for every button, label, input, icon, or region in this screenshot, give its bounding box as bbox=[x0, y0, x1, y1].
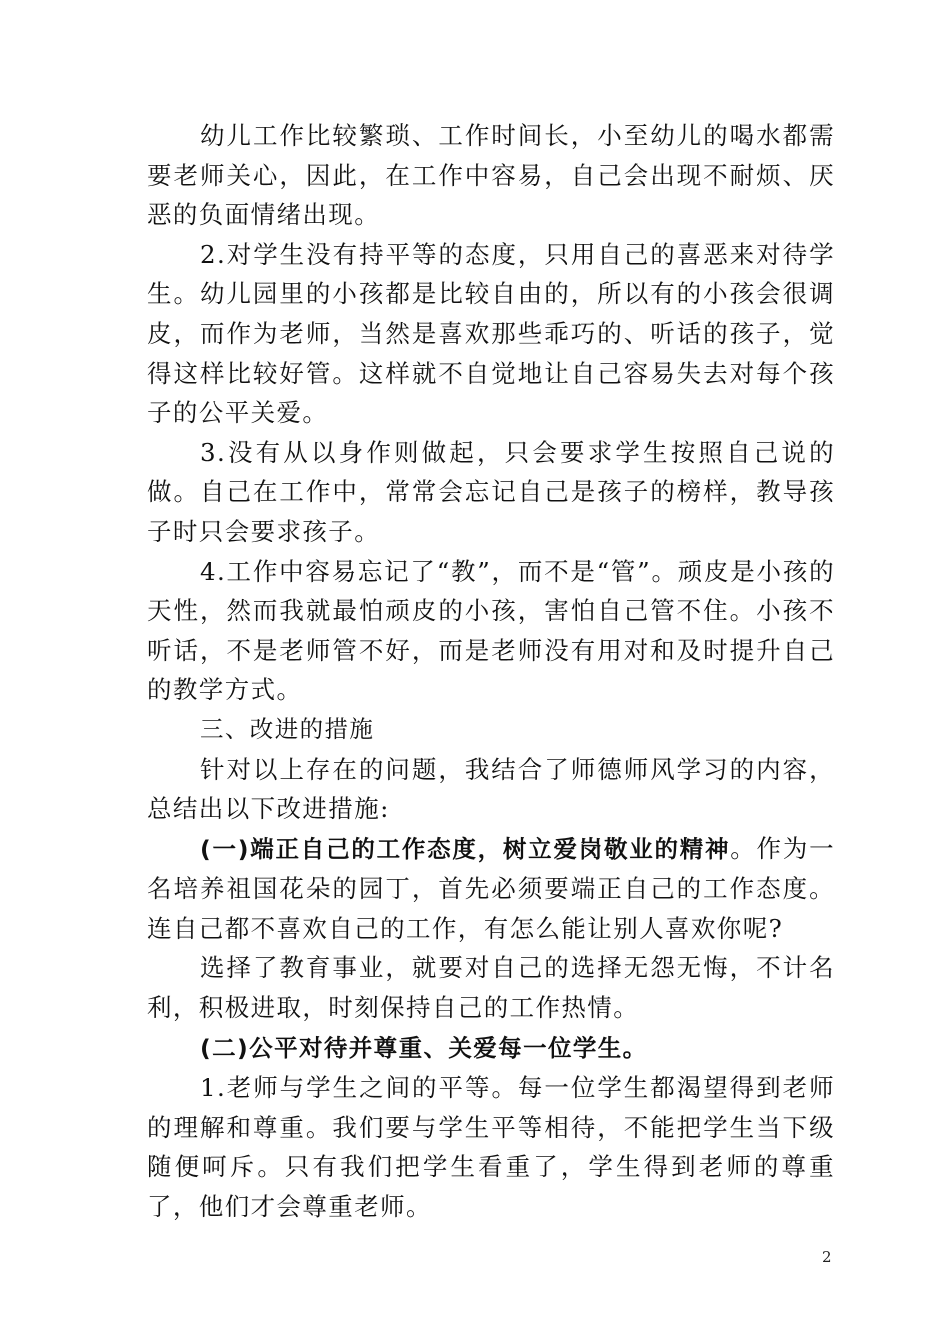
paragraph-1: 幼儿工作比较繁琐、工作时间长，小至幼儿的喝水都需要老师关心，因此，在工作中容易，自己会出现不耐烦、厌恶的负面情绪出现。 bbox=[147, 121, 835, 230]
section-heading: 三、改进的措施 bbox=[200, 714, 375, 743]
subheading-2: (二)公平对待并尊重、关爱每一位学生。 bbox=[200, 1033, 648, 1062]
paragraph-5: 针对以上存在的问题，我结合了师德师风学习的内容，总结出以下改进措施: bbox=[147, 754, 835, 824]
paragraph-6 bbox=[147, 829, 835, 949]
paragraph-7: 选择了教育事业，就要对自己的选择无怨无悔，不计名利，积极进取，时刻保持自己的工作热情。 bbox=[147, 953, 835, 1023]
paragraph-9: 1.老师与学生之间的平等。每一位学生都渴望得到老师的理解和尊重。我们要与学生平等相待，不能把学生当下级随便呵斥。只有我们把学生看重了，学生得到老师的尊重了，他们才会尊重老师。 bbox=[147, 1073, 835, 1222]
page-number: 2 bbox=[822, 1248, 832, 1266]
paragraph-2: 2.对学生没有持平等的态度，只用自己的喜恶来对待学生。幼儿园里的小孩都是比较自由的，所以有的小孩会很调皮，而作为老师，当然是喜欢那些乖巧的、听话的孩子，觉得这样比较好管。这样就不自觉地让自己容易失去对每个孩子的公平关爱。 bbox=[147, 239, 835, 428]
paragraph-3: 3.没有从以身作则做起，只会要求学生按照自己说的做。自己在工作中，常常会忘记自己是孩子的榜样，教导孩子时只会要求孩子。 bbox=[147, 437, 835, 546]
paragraph-6-text: 。作为一名培养祖国花朵的园丁，首先必须要端正自己的工作态度。连自己都不喜欢自己的工作，有怎么能让别人喜欢你呢? bbox=[147, 833, 835, 943]
paragraph-8 bbox=[147, 1028, 835, 1069]
document-body bbox=[147, 116, 835, 1227]
paragraph-4: 4.工作中容易忘记了“教”，而不是“管”。顽皮是小孩的天性，然而我就最怕顽皮的小孩，害怕自己管不住。小孩不听话，不是老师管不好，而是老师没有用对和及时提升自己的教学方式。 bbox=[147, 556, 835, 705]
subheading-1: (一)端正自己的工作态度，树立爱岗敬业的精神 bbox=[200, 834, 731, 863]
